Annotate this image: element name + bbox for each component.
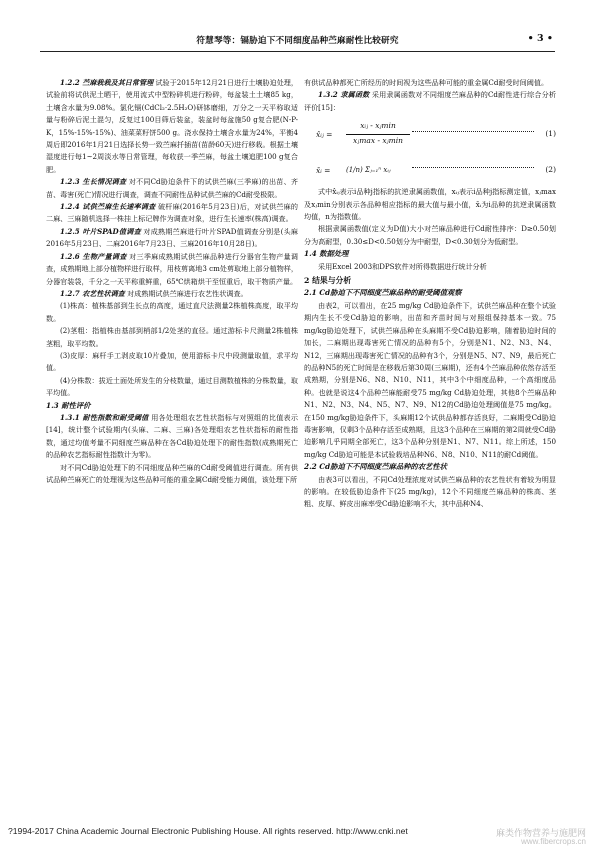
paragraph	[46, 288, 298, 300]
watermark-text: 麻类作物营养与施肥网	[495, 828, 586, 838]
page-number: • 3 •	[527, 33, 553, 44]
section-heading: 2.1 Cd胁迫下不同细度苎麻品种的耐受阈值观察	[304, 288, 462, 298]
paragraph-text: 对成熟期苎麻进行叶片SPAD值调查分别是(头麻2016年5月23日、二麻2016年7月23日、三麻2016年10月28日)。	[46, 226, 299, 249]
eq2-body: (1/n) Σⱼ₌₁ⁿ xᵢⱼ	[346, 166, 391, 175]
eq1-numerator: xᵢⱼ - xⱼmin	[346, 120, 410, 134]
paragraph-text: 由表2，可以看出，在25 mg/kg Cd胁迫条件下，试供苎麻品种在整个试验期内生长不受Cd胁迫的影响，出苗和齐苗时间与对照组保持基本一致。75 mg/kg胁迫处理下，试供苎麻品种在头麻期不受Cd胁迫影响，随着胁迫时间的加长，二麻期出现毒害死亡情况的品种有5个，分别是N1、N2、N3、N4、N12，三麻期出现毒害死亡情况的品种有3个，分别是N5、N7、N9，最后死亡的品种N5的死亡时间是在移栽后第30周(三麻期)，还有4个苎麻品种依然存活至成熟期，分别是N6、N8、N10、N11，其中3个中细度品种，一个高细度品种。也就是说这4个品种苎麻能耐受75 mg/kg Cd胁迫处理，其他8个苎麻品种N1、N2、N3、N4、N5、N7、N9、N12的Cd胁迫处理阈值是75 mg/kg。在150 mg/kg胁迫条件下，头麻期12个试供品种都存活良好，二麻期受Cd胁迫毒害影响，仅剩3个品种存活至成熟期，且这3个品种在三麻期的第2周就受Cd胁迫影响几乎同期全部死亡，这3个品种分别是N1、N7、N11。综上所述，150 mg/kg Cd胁迫可能是本试验栽培品种N6、N8、N10、N11的耐Cd阈值。	[304, 300, 556, 459]
subsection-heading: 1.2.2 苎麻栽栽及其日常管理	[60, 78, 154, 87]
page-footer	[8, 826, 588, 846]
paragraph-text: 破杆麻(2016年5月23日)后，对试供苎麻的二麻、三麻随机选择一株挂上标记牌作为调查对象，进行生长速率(株高)调查。	[46, 202, 298, 224]
paragraph	[46, 375, 298, 400]
section-heading: 1.3 耐性评价	[46, 400, 91, 410]
paragraph	[46, 251, 298, 288]
subsection-heading: 1.2.5 叶片SPAD值调查	[60, 226, 141, 236]
subsection-heading: 1.2.4 试供苎麻生长速率调查	[60, 202, 156, 212]
paragraph	[46, 226, 298, 251]
paragraph	[46, 412, 298, 462]
section-heading: 2.2 Cd胁迫下不同细度苎麻品种的农艺性状	[304, 462, 447, 472]
paragraph-text: 对三季麻成熟期试供苎麻品种进行分器官生物产量调查，成熟期地上部分植物样进行取样，用枝剪离地3 cm处剪取地上部分植物样，分器官装袋，千分之一天平称重鲜重，65℃烘箱烘干至恒重后，取干物质产量。	[46, 251, 298, 286]
paragraph-text: 由表3可以看出，不同Cd处理浓度对试供苎麻品种的农艺性状有着较为明显的影响。在较低胁迫条件下(25 mg/kg)，12个不同细度苎麻品种的株高、茎粗、皮厚、鲜皮出麻率受Cd胁迫影响不大，其中品种N4、	[304, 474, 556, 509]
eq1-number: (1)	[545, 129, 556, 139]
paragraph	[304, 186, 556, 223]
paragraph-text: 采用Excel 2003和DPS软件对所得数据进行统计分析	[318, 261, 487, 271]
eq2-lhs: x̄ᵢ =	[316, 166, 331, 176]
paragraph	[46, 462, 298, 487]
watermark-url: www.fibercrops.cn	[521, 837, 586, 846]
paragraph-text: 有供试品种都死亡所经历的时间视为这些品种可能的重金属Cd耐受时间阈值。	[304, 78, 549, 87]
paragraph-text: (1)株高：植株基部到生长点的高度，通过直尺法测量2株植株高度，取平均数。	[46, 301, 298, 323]
right-column	[304, 77, 556, 511]
paragraph-text: 对成熟期试供苎麻进行农艺性状调查。	[127, 288, 248, 298]
paragraph-text: 对不同Cd胁迫条件下的试供苎麻(三季麻)的出苗、齐苗、毒害(死亡)情况进行调查，调查不同耐性品种试供苎麻的Cd耐受极限。	[46, 177, 298, 199]
subsection-heading: 1.3.2 隶属函数	[318, 90, 370, 100]
equation-1	[304, 118, 556, 150]
paragraph-text: 用各处理组农艺性状指标与对照组的比值表示[14]，统计整个试验期内(头麻、二麻、三麻)各处理组农艺性状指标的耐性指数，通过均值考量不同细度苎麻品种在各Cd胁迫处理下的耐性指数(成熟期死亡的品种农艺指标耐性指数计为零)。	[46, 412, 298, 460]
eq1-denominator: xⱼmax - xⱼmin	[353, 135, 403, 145]
paragraph	[46, 201, 298, 226]
header-rule	[40, 51, 555, 52]
paragraph-text: 对不同Cd胁迫处理下的不同细度品种苎麻的Cd耐受阈值进行调查。所有供试品种苎麻死亡的处理视为这些品种可能的重金属Cd耐受能力阈值，该处理下所	[46, 462, 298, 484]
paragraph	[46, 176, 298, 201]
paragraph	[46, 325, 298, 350]
paragraph-text: 根据隶属函数值(定义为D值)大小对苎麻品种进行Cd耐性排序：D≥0.50划分为高耐型，0.30≤D<0.50划分为中耐型，D<0.30划分为低耐型。	[304, 224, 556, 246]
subsection-heading: 1.3.1 耐性指数和耐受阈值	[60, 412, 149, 422]
paragraph	[304, 89, 556, 114]
paragraph	[304, 223, 556, 248]
paragraph	[304, 474, 556, 511]
left-column	[46, 77, 298, 486]
paragraph-text: (4)分株数：拔近土面处所发生的分枝数量，通过目测数植株的分株数量，取平均值。	[46, 375, 298, 398]
eq1-fraction	[346, 120, 410, 147]
paragraph	[46, 350, 298, 375]
equation-2	[304, 154, 556, 184]
subsection-heading: 1.2.3 生长情况调查	[60, 177, 127, 187]
paragraph-text: (3)皮厚：麻杆手工剥皮取10片叠加，使用游标卡尺中段测量取值，求平均值。	[46, 350, 298, 373]
eq1-lhs: x̂ᵢⱼ =	[316, 130, 333, 140]
subsection-heading: 1.2.6 生物产量调查	[60, 251, 127, 261]
eq2-number: (2)	[545, 165, 556, 175]
paragraph-text: 采用隶属函数对不同细度苎麻品种的Cd耐性进行综合分析评价[15]：	[304, 90, 556, 112]
paragraph	[304, 77, 556, 89]
section-heading: 2 结果与分析	[304, 276, 352, 286]
running-title: 符慧琴等：镉胁迫下不同细度品种苎麻耐性比较研究	[196, 36, 399, 46]
paragraph	[46, 300, 298, 325]
paragraph	[46, 77, 298, 176]
paragraph	[304, 300, 556, 461]
paragraph	[304, 261, 556, 273]
section-heading: 1.4 数据处理	[304, 249, 349, 259]
paragraph-text: 式中x̂ᵢⱼ表示i品种j指标的抗逆隶属函数值，xᵢⱼ表示i品种j指标测定值，xⱼmax及xⱼmin分别表示各品种相应指标的最大值与最小值，x̄ᵢ为i品种的抗逆隶属函数均值，n为指数值。	[304, 187, 556, 222]
subsection-heading: 1.2.7 农艺性状调查	[60, 288, 125, 298]
page-header	[0, 34, 595, 58]
paragraph-text: (2)茎粗：指植株由基部到梢部1/2处茎的直径。通过游标卡尺测量2株植株茎粗，取平均数。	[46, 326, 298, 348]
copyright-line: ?1994-2017 China Academic Journal Electronic Publishing House. All rights reserved. http://www.cnki.net	[8, 826, 408, 836]
eq1-leader-dots	[412, 131, 534, 132]
eq2-leader-dots	[412, 167, 534, 168]
paragraph-text: 试验于2015年12月21日进行土壤胁迫处理，试验前将试供泥土晒干，使用流式中型粉碎机进行粉碎，每盆装土土壤85 kg，土壤含水量为9.08%。氯化镉(CdCl₂·2.5H₂O)研钵磨细，万分之一天平称取适量与粉碎后泥土混匀，反复过100目筛后装盆，装盆时每盆施50 g复合肥(N-P-K，15%-15%-15%)、油菜菜籽饼500 g。浇水保持土壤含水量为24%，平衡4周后即2016年1月21日选择长势一致苎麻扦插苗(苗龄60天)进行移栽。根据土壤湿度进行每1~2周淡水等日常管理，每收获一季苎麻，每盆土壤追肥100 g复合肥。	[46, 78, 299, 174]
